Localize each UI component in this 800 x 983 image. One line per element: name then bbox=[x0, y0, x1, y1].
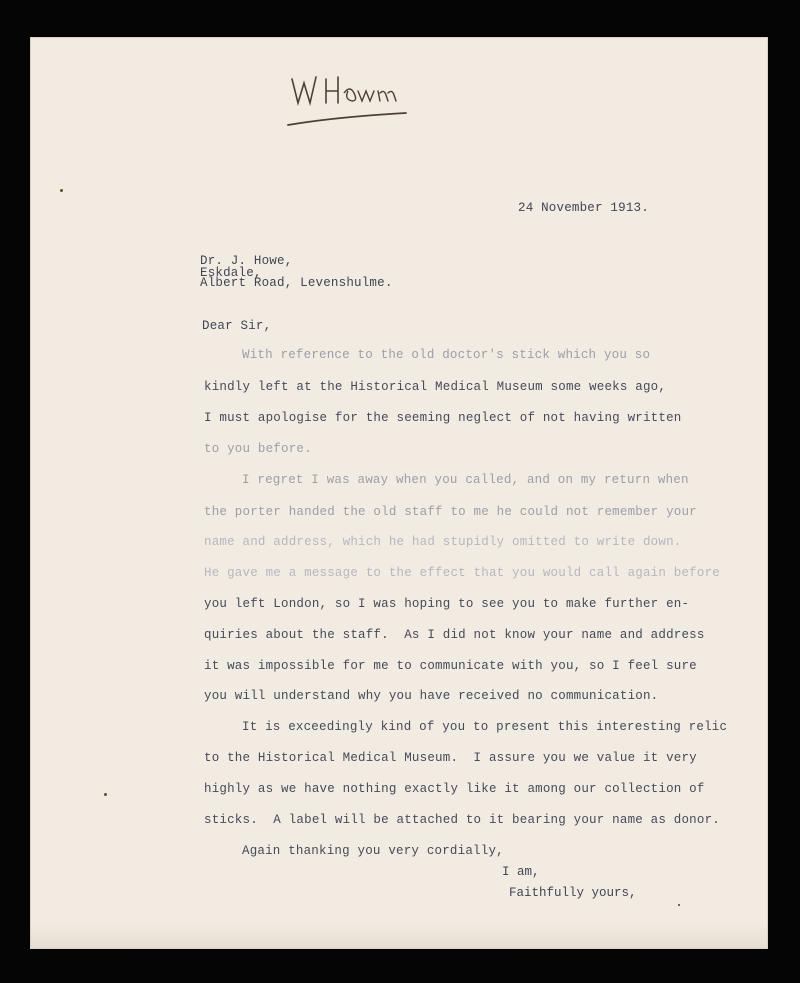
body-line: to you before. bbox=[204, 442, 312, 456]
closing-i-am: I am, bbox=[502, 865, 540, 879]
body-line: to the Historical Medical Museum. I assure you we value it very bbox=[204, 751, 697, 765]
ink-speck bbox=[678, 904, 680, 906]
body-line: you will understand why you have received no communication. bbox=[204, 689, 659, 703]
body-line: He gave me a message to the effect that you would call again before bbox=[204, 566, 720, 580]
body-line: you left London, so I was hoping to see you to make further en- bbox=[204, 597, 690, 611]
recipient-street: Albert Road, Levenshulme. bbox=[200, 276, 393, 290]
body-line: It is exceedingly kind of you to present this interesting relic bbox=[242, 720, 728, 734]
closing-faithfully-yours: Faithfully yours, bbox=[509, 886, 637, 900]
body-line: I regret I was away when you called, and on my return when bbox=[242, 473, 689, 487]
body-line: With reference to the old doctor's stick which you so bbox=[242, 348, 651, 362]
letter-sheet bbox=[30, 37, 768, 949]
body-line: highly as we have nothing exactly like it among our collection of bbox=[204, 782, 705, 796]
salutation: Dear Sir, bbox=[202, 319, 272, 333]
body-line: name and address, which he had stupidly omitted to write down. bbox=[204, 535, 682, 549]
recipient-name: Dr. J. Howe, bbox=[200, 254, 293, 268]
body-line: sticks. A label will be attached to it bearing your name as donor. bbox=[204, 813, 720, 827]
handwritten-annotation bbox=[286, 69, 411, 131]
body-line: I must apologise for the seeming neglect of not having written bbox=[204, 411, 682, 425]
letter-date: 24 November 1913. bbox=[518, 201, 649, 215]
recipient-house: Eskdale, bbox=[200, 266, 262, 280]
body-line: the porter handed the old staff to me he could not remember your bbox=[204, 505, 697, 519]
body-line: quiries about the staff. As I did not know your name and address bbox=[204, 628, 705, 642]
ink-speck bbox=[60, 189, 63, 192]
body-line: it was impossible for me to communicate with you, so I feel sure bbox=[204, 659, 697, 673]
ink-speck bbox=[104, 793, 107, 796]
body-line: kindly left at the Historical Medical Museum some weeks ago, bbox=[204, 380, 667, 394]
body-line: Again thanking you very cordially, bbox=[242, 844, 504, 858]
